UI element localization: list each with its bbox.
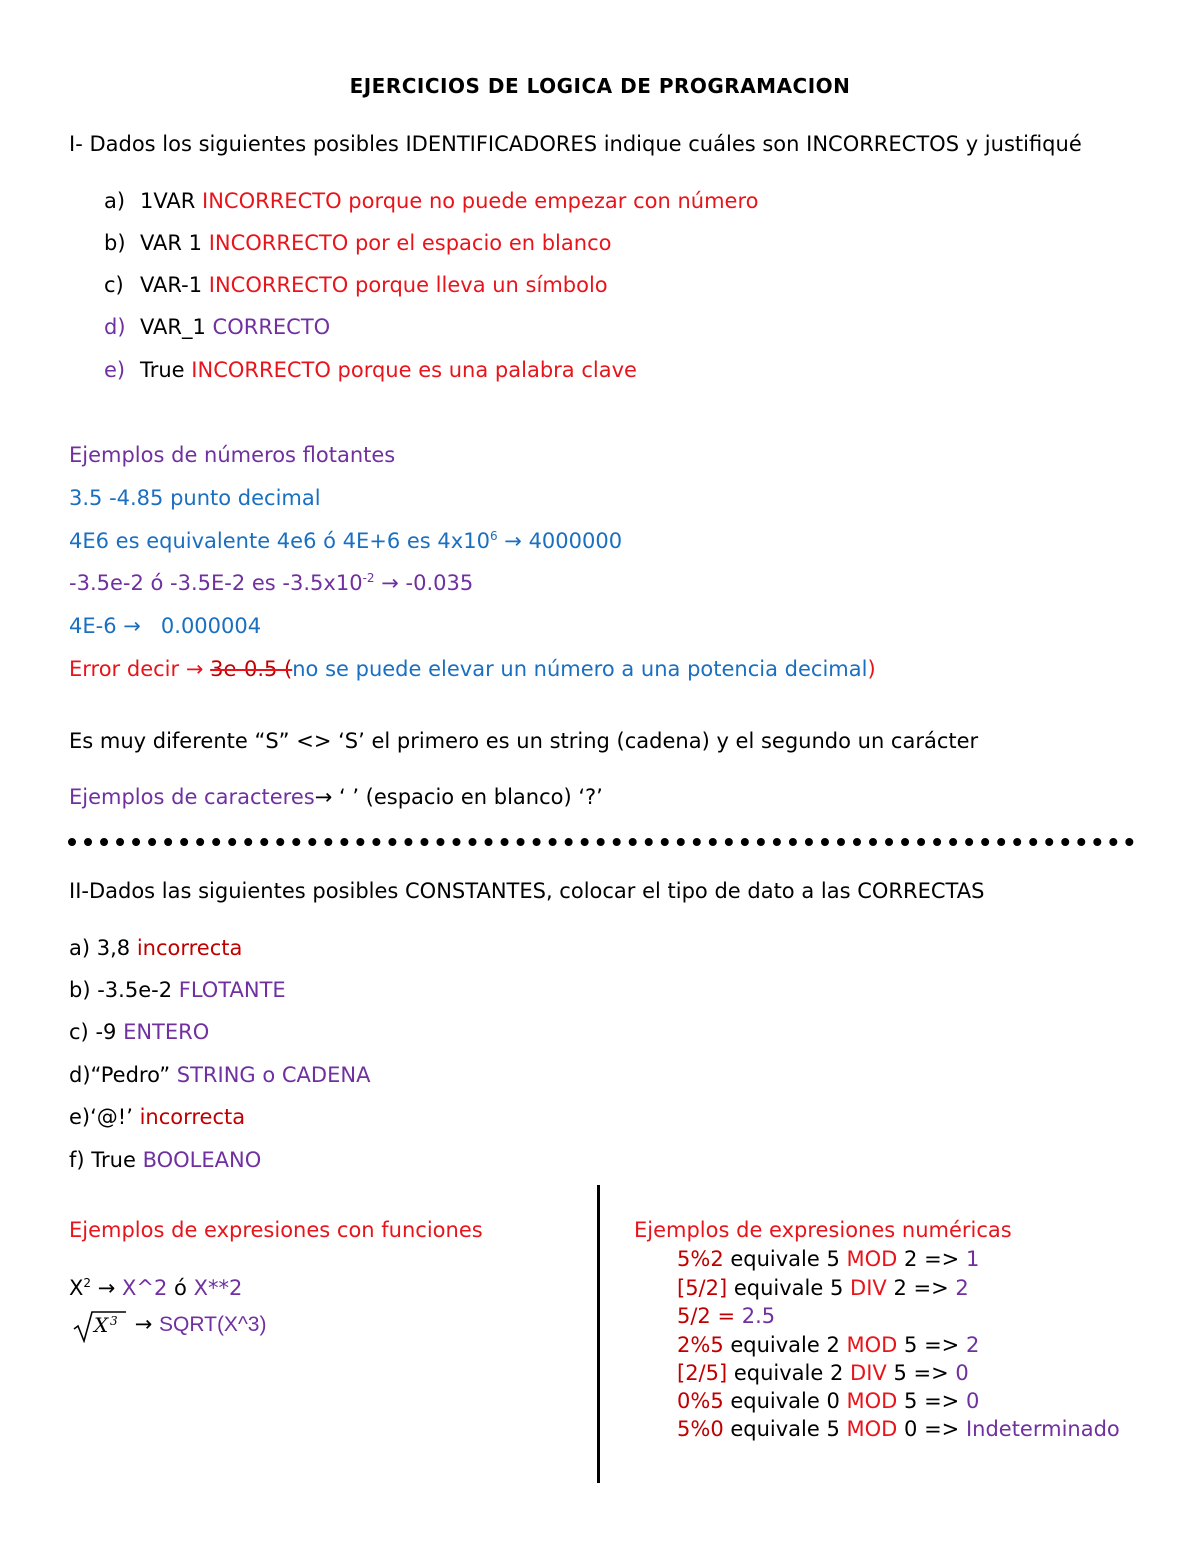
arrow-right-icon: → bbox=[381, 571, 399, 595]
item-marker: b) bbox=[69, 978, 91, 1002]
functions-heading: Ejemplos de expresiones con funciones bbox=[69, 1218, 483, 1242]
constant-value: True bbox=[84, 1148, 143, 1172]
item-marker: e) bbox=[104, 358, 126, 382]
numeric-result: Indeterminado bbox=[965, 1417, 1120, 1441]
item-marker: d) bbox=[69, 1063, 91, 1087]
floats-error-line bbox=[69, 655, 876, 683]
section1-heading: I- Dados los siguientes posibles IDENTIFICADORES indique cuáles son INCORRECTOS y justifiqué bbox=[69, 132, 1082, 156]
floats-line-4 bbox=[69, 612, 261, 640]
identifier-item-c bbox=[104, 271, 608, 299]
identifier-value: VAR_1 bbox=[140, 315, 206, 339]
identifier-answer: INCORRECTO porque no puede empezar con número bbox=[202, 189, 759, 213]
error-note: no se puede elevar un número a una potencia decimal bbox=[292, 657, 868, 681]
constant-answer: incorrecta bbox=[136, 936, 243, 960]
identifier-value: True bbox=[140, 358, 185, 382]
numeric-op: MOD bbox=[846, 1389, 898, 1413]
numeric-eq: equivale 2 bbox=[727, 1361, 851, 1385]
numeric-result: 2 bbox=[965, 1333, 980, 1357]
numeric-result: 0 bbox=[965, 1389, 980, 1413]
constant-item-e bbox=[69, 1103, 245, 1131]
constant-item-b bbox=[69, 976, 286, 1004]
numeric-eq: equivale 2 bbox=[723, 1333, 847, 1357]
identifier-item-a bbox=[104, 187, 759, 215]
arrow-right-icon: → bbox=[123, 614, 141, 638]
floats-line-3 bbox=[69, 569, 473, 597]
constant-item-f bbox=[69, 1146, 261, 1174]
numeric-rhs: 0 => bbox=[897, 1417, 966, 1441]
constant-item-c bbox=[69, 1018, 209, 1046]
item-marker: e) bbox=[69, 1105, 91, 1129]
numeric-expr: [2/5] bbox=[677, 1361, 728, 1385]
numeric-expr: 5%0 bbox=[677, 1417, 724, 1441]
numeric-row bbox=[677, 1387, 979, 1415]
struck-example: 3e-0.5 ( bbox=[210, 657, 293, 681]
numeric-result: 0 bbox=[955, 1361, 969, 1385]
numeric-row bbox=[677, 1415, 1120, 1443]
floats-result: -0.035 bbox=[405, 571, 474, 595]
section2-heading: II-Dados las siguientes posibles CONSTANTES, colocar el tipo de dato a las CORRECTAS bbox=[69, 879, 985, 903]
column-divider bbox=[597, 1185, 600, 1483]
numeric-expr: 2%5 bbox=[677, 1333, 724, 1357]
exponent: 2 bbox=[83, 1276, 92, 1290]
constant-answer: BOOLEANO bbox=[142, 1148, 262, 1172]
floats-text: -3.5e-2 ó -3.5E-2 es -3.5x10 bbox=[69, 571, 363, 595]
floats-text: 4E-6 bbox=[69, 614, 117, 638]
item-marker: b) bbox=[104, 231, 126, 255]
constant-answer: STRING o CADENA bbox=[176, 1063, 371, 1087]
numeric-row bbox=[677, 1359, 969, 1387]
numeric-result: 1 bbox=[965, 1247, 980, 1271]
constant-value: -9 bbox=[95, 1020, 124, 1044]
numeric-heading: Ejemplos de expresiones numéricas bbox=[634, 1218, 1012, 1242]
numeric-expr: 0%5 bbox=[677, 1389, 724, 1413]
strings-note: Es muy diferente “S” <> ‘S’ el primero es un string (cadena) y el segundo un carácter bbox=[69, 729, 979, 753]
item-marker: c) bbox=[104, 273, 124, 297]
numeric-eq: equivale 5 bbox=[727, 1276, 851, 1300]
constant-value: -3.5e-2 bbox=[97, 978, 179, 1002]
numeric-result: 2 bbox=[955, 1276, 969, 1300]
numeric-expr: 5%2 bbox=[677, 1247, 724, 1271]
numeric-rhs: 2 => bbox=[897, 1247, 966, 1271]
square-root-symbol bbox=[72, 1309, 128, 1341]
numeric-eq: equivale 5 bbox=[723, 1417, 847, 1441]
identifier-item-d bbox=[104, 313, 330, 341]
exponent: -2 bbox=[362, 571, 375, 585]
numeric-row bbox=[677, 1245, 979, 1273]
item-marker: a) bbox=[69, 936, 91, 960]
power-example bbox=[69, 1274, 242, 1302]
numeric-rhs: 5 => bbox=[886, 1361, 956, 1385]
numeric-row bbox=[677, 1331, 979, 1359]
numeric-rhs: 2 => bbox=[886, 1276, 956, 1300]
constant-item-a bbox=[69, 934, 242, 962]
numeric-eq: equivale 5 bbox=[723, 1247, 847, 1271]
page-title: EJERCICIOS DE LOGICA DE PROGRAMACION bbox=[349, 74, 851, 98]
numeric-eq: equivale 0 bbox=[723, 1389, 847, 1413]
identifier-item-e bbox=[104, 356, 637, 384]
numeric-op: DIV bbox=[850, 1361, 887, 1385]
numeric-row bbox=[677, 1302, 775, 1330]
floats-result: 0.000004 bbox=[160, 614, 262, 638]
constant-value: ‘@!’ bbox=[90, 1105, 140, 1129]
item-marker: f) bbox=[69, 1148, 85, 1172]
error-label: Error decir bbox=[69, 657, 180, 681]
constant-answer: incorrecta bbox=[139, 1105, 246, 1129]
arrow-right-icon: → bbox=[185, 657, 204, 681]
item-marker: a) bbox=[104, 189, 126, 213]
arrow-right-icon: → bbox=[97, 1276, 116, 1300]
error-close-paren: ) bbox=[867, 657, 876, 681]
numeric-op: MOD bbox=[846, 1417, 898, 1441]
arrow-right-icon: → bbox=[504, 529, 522, 553]
numeric-rhs: 5 => bbox=[897, 1389, 966, 1413]
constant-answer: FLOTANTE bbox=[178, 978, 286, 1002]
chars-line bbox=[69, 783, 603, 811]
identifier-item-b bbox=[104, 229, 611, 257]
numeric-row bbox=[677, 1274, 969, 1302]
chars-examples: ‘ ’ (espacio en blanco) ‘?’ bbox=[332, 785, 603, 809]
floats-text: 4E6 es equivalente 4e6 ó 4E+6 es 4x10 bbox=[69, 529, 490, 553]
numeric-expr: [5/2] bbox=[677, 1276, 728, 1300]
numeric-op: DIV bbox=[850, 1276, 887, 1300]
identifier-value: VAR-1 bbox=[140, 273, 203, 297]
floats-result: 4000000 bbox=[528, 529, 623, 553]
sqrt-example bbox=[72, 1309, 266, 1343]
power-or: ó bbox=[167, 1276, 194, 1300]
sqrt-variable: X bbox=[94, 1313, 109, 1337]
power-form-a: X^2 bbox=[122, 1276, 168, 1300]
arrow-right-icon: → bbox=[314, 785, 333, 809]
constant-answer: ENTERO bbox=[123, 1020, 210, 1044]
identifier-answer: CORRECTO bbox=[212, 315, 331, 339]
identifier-answer: INCORRECTO porque es una palabra clave bbox=[191, 358, 637, 382]
identifier-value: 1VAR bbox=[140, 189, 196, 213]
numeric-op: MOD bbox=[846, 1247, 898, 1271]
identifier-answer: INCORRECTO por el espacio en blanco bbox=[208, 231, 612, 255]
floats-line-2 bbox=[69, 527, 622, 555]
exponent: 6 bbox=[489, 529, 498, 543]
constant-value: “Pedro” bbox=[90, 1063, 177, 1087]
power-form-b: X**2 bbox=[193, 1276, 243, 1300]
numeric-expr: 5/2 = bbox=[677, 1304, 742, 1328]
dotted-separator bbox=[68, 838, 1134, 846]
item-marker: d) bbox=[104, 315, 126, 339]
numeric-op: MOD bbox=[846, 1333, 898, 1357]
constant-item-d bbox=[69, 1061, 370, 1089]
power-base: X bbox=[69, 1276, 84, 1300]
numeric-result: 2.5 bbox=[741, 1304, 776, 1328]
item-marker: c) bbox=[69, 1020, 89, 1044]
chars-label: Ejemplos de caracteres bbox=[69, 785, 315, 809]
identifier-value: VAR 1 bbox=[140, 231, 203, 255]
constant-value: 3,8 bbox=[96, 936, 137, 960]
sqrt-exponent: 3 bbox=[110, 1314, 118, 1328]
floats-heading: Ejemplos de números flotantes bbox=[69, 443, 396, 467]
identifier-answer: INCORRECTO porque lleva un símbolo bbox=[208, 273, 608, 297]
arrow-right-icon: → bbox=[134, 1312, 153, 1336]
numeric-rhs: 5 => bbox=[897, 1333, 966, 1357]
floats-line-1: 3.5 -4.85 punto decimal bbox=[69, 486, 321, 510]
sqrt-result: SQRT(X^3) bbox=[158, 1313, 267, 1336]
